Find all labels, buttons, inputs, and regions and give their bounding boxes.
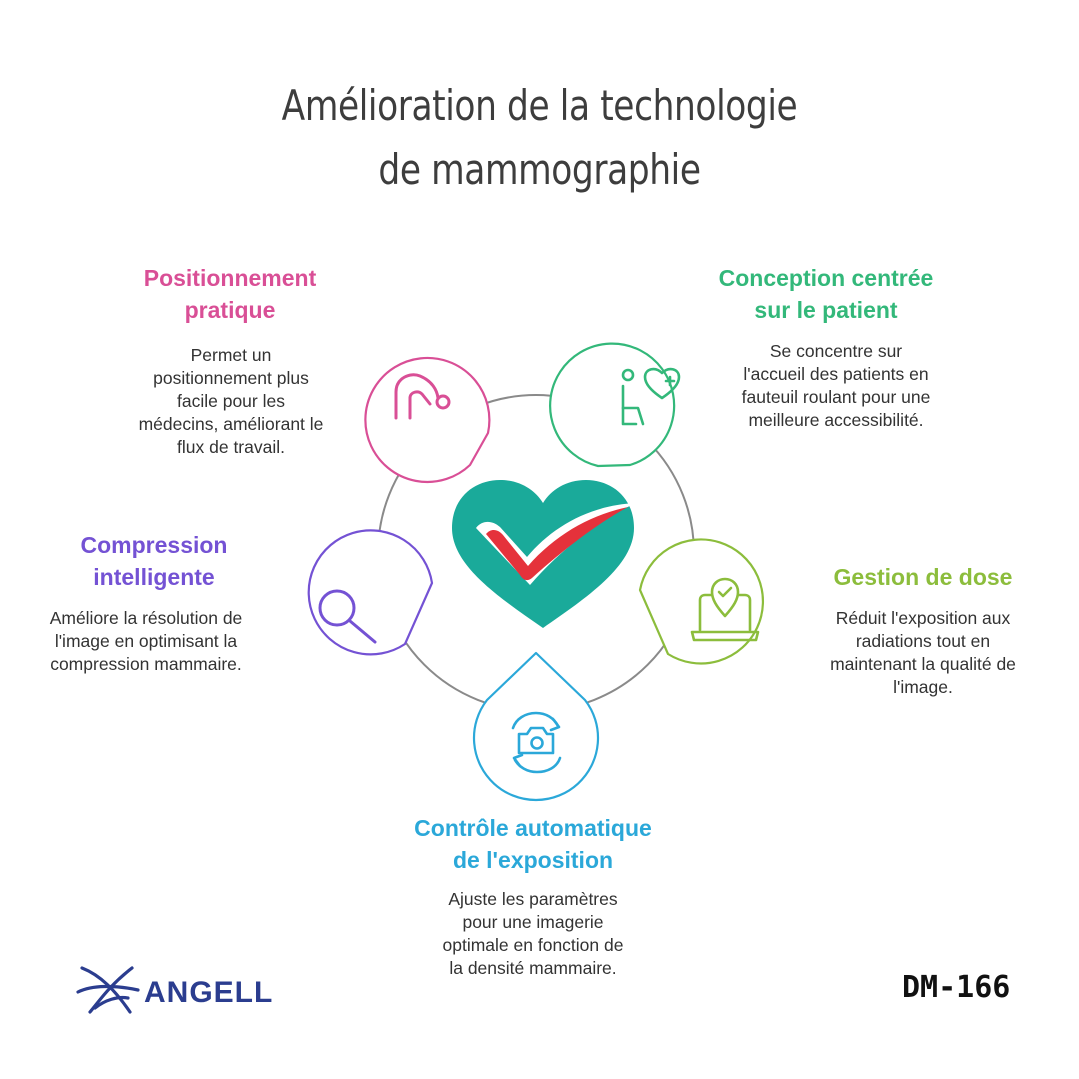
- patient-description: [716, 340, 956, 432]
- compression-title-line-2: intelligente: [93, 564, 215, 590]
- positioning-desc-line: positionnement plus: [153, 368, 309, 388]
- patient-desc-line: Se concentre sur: [769, 341, 903, 361]
- dose-description: [810, 607, 1036, 699]
- dose-desc-line: maintenant la qualité de: [830, 654, 1016, 674]
- compression-desc-line: l'image en optimisant la: [54, 631, 238, 651]
- patient-desc-line: l'accueil des patients en: [743, 364, 929, 384]
- compression-title-line-1: Compression: [80, 532, 228, 558]
- exposure-desc-line: Ajuste les paramètres: [448, 889, 618, 909]
- positioning-title: [100, 262, 360, 326]
- title-line-2: de mammographie: [378, 145, 701, 194]
- compression-title: [40, 529, 268, 593]
- exposure-desc-line: la densité mammaire.: [449, 958, 617, 978]
- exposure-description: [420, 888, 646, 980]
- positioning-description: [120, 344, 342, 459]
- document-code: DM-166: [902, 970, 1011, 1005]
- positioning-desc-line: Permet un: [190, 345, 272, 365]
- exposure-title-line-1: Contrôle automatique: [414, 815, 652, 841]
- patient-title: [688, 262, 964, 326]
- dose-title: [805, 561, 1041, 593]
- patient-drop: [550, 344, 679, 466]
- dose-title-line-1: Gestion de dose: [833, 564, 1013, 590]
- exposure-desc-line: pour une imagerie: [462, 912, 604, 932]
- patient-desc-line: fauteuil roulant pour une: [741, 387, 931, 407]
- patient-title-line-1: Conception centrée: [718, 265, 934, 291]
- dose-drop: [640, 539, 763, 663]
- positioning-drop: [365, 358, 489, 482]
- positioning-desc-line: flux de travail.: [177, 437, 285, 457]
- positioning-desc-line: facile pour les: [177, 391, 285, 411]
- exposure-desc-line: optimale en fonction de: [442, 935, 624, 955]
- positioning-title-line-1: Positionnement: [143, 265, 317, 291]
- patient-title-line-2: sur le patient: [754, 297, 898, 323]
- brand-name: ANGELL: [144, 976, 274, 1009]
- positioning-desc-line: médecins, améliorant le: [138, 414, 324, 434]
- dose-desc-line: radiations tout en: [855, 631, 991, 651]
- exposure-drop: [474, 653, 598, 800]
- title-line-1: Amélioration de la technologie: [281, 81, 798, 130]
- exposure-title: [386, 812, 680, 876]
- compression-desc-line: compression mammaire.: [50, 654, 242, 674]
- heart-check-icon: [452, 480, 636, 628]
- compression-description: [30, 607, 262, 676]
- dose-desc-line: l'image.: [893, 677, 953, 697]
- angell-logo-icon: [78, 968, 138, 1012]
- compression-desc-line: Améliore la résolution de: [49, 608, 243, 628]
- exposure-title-line-2: de l'exposition: [452, 847, 614, 873]
- dose-desc-line: Réduit l'exposition aux: [835, 608, 1011, 628]
- patient-desc-line: meilleure accessibilité.: [748, 410, 924, 430]
- positioning-title-line-2: pratique: [184, 297, 276, 323]
- compression-drop: [309, 530, 432, 654]
